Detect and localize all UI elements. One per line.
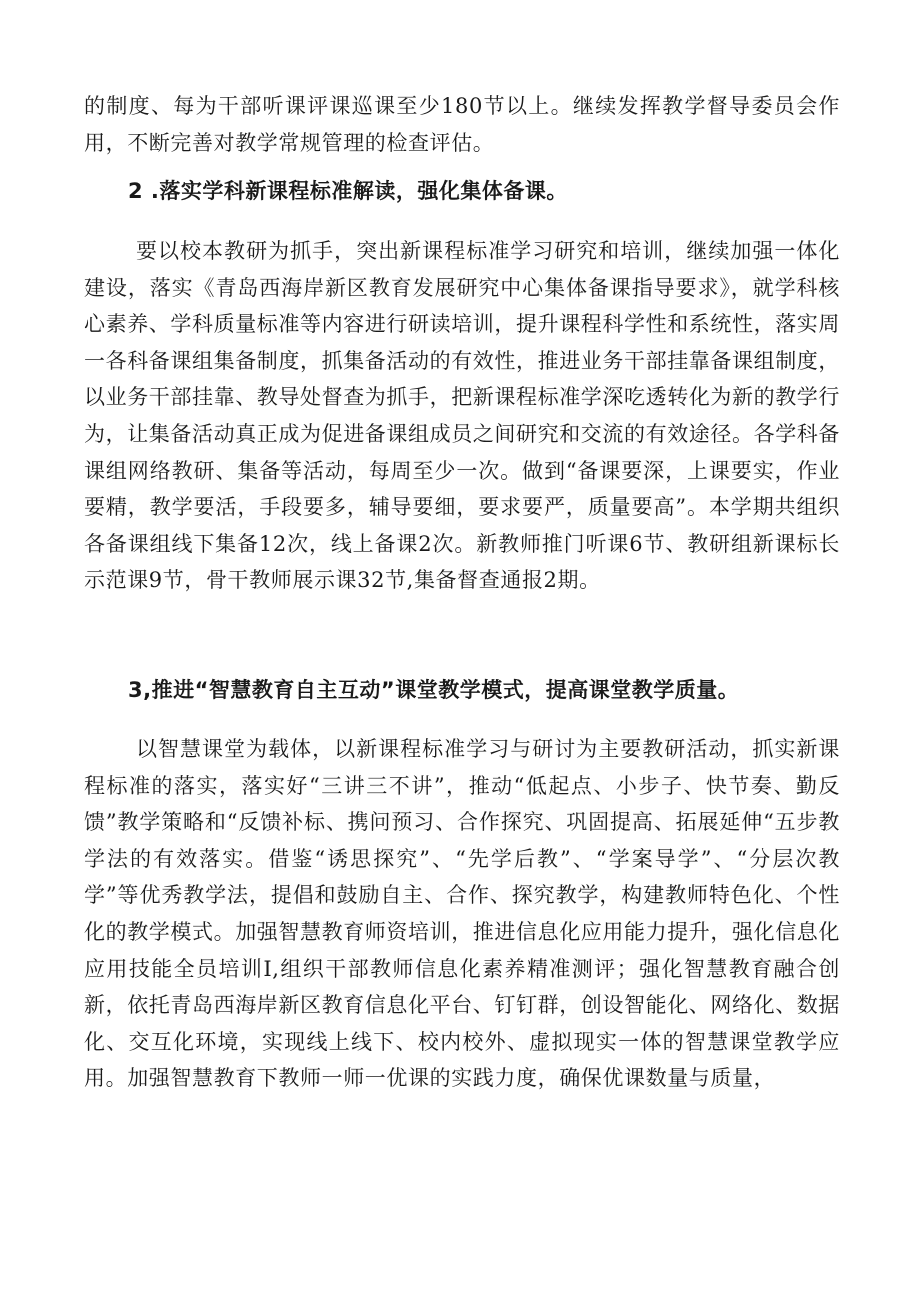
section-body-3: 以智慧课堂为载体，以新课程标准学习与研讨为主要教研活动，抓实新课程标准的落实，落实好“三讲三不讲”，推动“低起点、小步子、快节奏、勤反馈”教学策略和“反馈补标、携问预习、合作探究、巩固提高、拓展延伸“五步教学法的有效落实。借鉴“诱思探究”、“先学后教”、“学案导学”、“分层次教学”等优秀教学法，提倡和鼓励自主、合作、探究教学，构建教师特色化、个性化的教学模式。加强智慧教育师资培训，推进信息化应用能力提升，强化信息化应用技能全员培训I,组织干部教师信息化素养精准测评；强化智慧教育融合创新，依托青岛西海岸新区教育信息化平台、钉钉群，创设智能化、网络化、数据化、交互化环境，实现线上线下、校内校外、虚拟现实一体的智慧课堂教学应用。加强智慧教育下教师一师一优课的实践力度，确保优课数量与质量， — [84, 737, 840, 1091]
section-heading-3: 3,推进“智慧教育自主互动”课堂教学模式，提高课堂教学质量。 — [128, 678, 740, 702]
section-heading-2: 2 .落实学科新课程标准解读，强化集体备课。 — [128, 179, 568, 203]
section-body-2: 要以校本教研为抓手，突出新课程标准学习研究和培训，继续加强一体化建设，落实《青岛西海岸新区教育发展研究中心集体备课指导要求》，就学科核心素养、学科质量标准等内容进行研读培训，提升课程科学性和系统性，落实周一各科备课组集备制度，抓集备活动的有效性，推进业务干部挂靠备课组制度，以业务干部挂靠、教导处督查为抓手，把新课程标准学深吃透转化为新的教学行为，让集备活动真正成为促进备课组成员之间研究和交流的有效途径。各学科备课组网络教研、集备等活动，每周至少一次。做到“备课要深，上课要实，作业要精，教学要活，手段要多，辅导要细，要求要严，质量要高”。本学期共组织各备课组线下集备12次，线上备课2次。新教师推门听课6节、教研组新课标长示范课9节，骨干教师展示课32节,集备督查通报2期。 — [84, 239, 840, 593]
paragraph-continued: 的制度、每为干部听课评课巡课至少180节以上。继续发挥教学督导委员会作用，不断完善对教学常规管理的检查评估。 — [84, 94, 840, 155]
